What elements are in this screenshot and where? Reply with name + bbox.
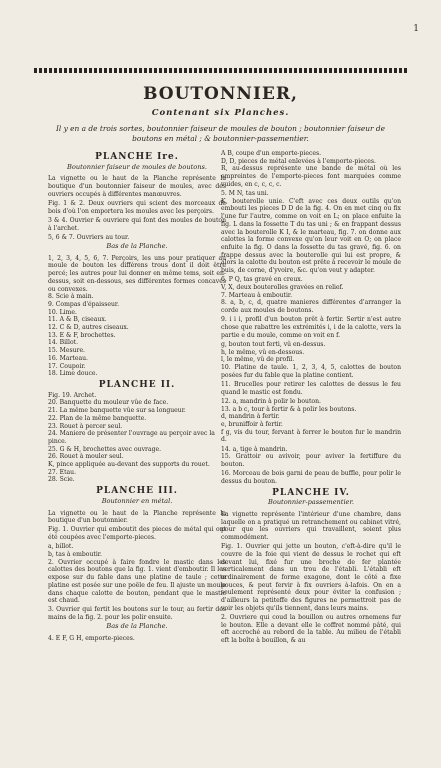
list-item: f g, vis du tour, fervant à ferrer le bouton fur le mandrin d. bbox=[221, 428, 401, 444]
list-item: 15. Grattoir ou avivoir, pour aviver la fertiffure du bouton. bbox=[221, 453, 401, 468]
paragraph: La vignette ou le haut de la Planche représente la boutique d'un boutonnier faiseur de moules, avec des ouvriers occupés à différentes manœuvres. bbox=[48, 175, 226, 198]
paragraph: 5, 6 & 7. Ouvriers au tour. bbox=[48, 233, 130, 241]
paragraph: La vignette représente l'intérieur d'une chambre, dans laquelle on a pratiqué un retranchement ou cabinet vitré, pour que les ouvriers qui travaillent, soient plus commodément. bbox=[221, 510, 401, 542]
ornamental-border bbox=[34, 68, 407, 73]
list-item: 16. Marteau. bbox=[48, 354, 88, 362]
page-number: 1 bbox=[413, 24, 419, 34]
list-item: a, billot. bbox=[48, 543, 74, 551]
list-item: 4. E F, G H, emporte-pieces. bbox=[48, 635, 135, 643]
list-item: 11. Brucelles pour retirer les calottes de dessus le feu quand le mastic est fondu. bbox=[221, 380, 401, 396]
list-item: 27. Etau. bbox=[48, 468, 77, 476]
intro-paragraph: Il y en a de trois sortes, boutonnier faiseur de moules de bouton ; boutonnier faiseur de boutons en métal ; & boutonnier-passementier. bbox=[56, 124, 385, 143]
list-item: b, tas à emboutir. bbox=[48, 551, 102, 559]
list-item: e, bruniffoir à fertir. bbox=[221, 420, 283, 428]
list-item: 11. A & B, ciseaux. bbox=[48, 316, 107, 324]
list-item: 2. Ouvriere qui coud la bouillon ou autres ornemens fur le bouton. Elle a devant elle le coffret nommé pâté, qui eft accroché au rebord de la table. Au milieu de l'établi eft la boîte à bouillon, & au bbox=[221, 614, 401, 645]
list-item: 7. Marteau à emboutir. bbox=[221, 291, 293, 299]
list-item: 6. P Q, tas gravé en creux. bbox=[221, 276, 303, 284]
list-item: 15. Mesure. bbox=[48, 347, 85, 355]
plate-3-bas-heading: Bas de la Planche. bbox=[106, 622, 168, 631]
list-item: g, bouton tout ferti, vû en-dessus. bbox=[221, 340, 326, 348]
paragraph: Fig. 1 & 2. Deux ouvriers qui scient des morceaux de bois d'où l'on emportera les moules avec les perçoirs. bbox=[48, 200, 226, 215]
list-item: 9. i i i, profil d'un bouton prêt à fertir. Sertir n'est autre chose que rabattre les extrémités i, i de la calotte, vers la partie e du moule, comme on voit en f. bbox=[221, 316, 401, 339]
list-item: 21. La même banquette vûe sur sa longueur. bbox=[48, 407, 186, 415]
list-item: 14. a, tige à mandrin. bbox=[221, 445, 288, 453]
list-item: Fig. 19. Archet. bbox=[48, 391, 97, 399]
plate-3-subheading: Boutonnier en métal. bbox=[101, 496, 173, 505]
left-column bbox=[48, 150, 226, 643]
list-item: 1, 2, 3, 4, 5, 6, 7. Perçoirs, les uns pour pratiquer au moule de bouton les différens trous dont il doit être percé; les autres pour lui donner en même tems, soit en-dessus, soit en-dessous, ses différentes formes concaves ou convexes. bbox=[48, 254, 226, 293]
paragraph: 3 & 4. Ouvrier & ouvriere qui font des moules de bouton à l'archet. bbox=[48, 216, 226, 232]
list-item: 8. a, b, c, d, quatre manieres différentes d'arranger la corde aux moules de boutons. bbox=[221, 299, 401, 315]
list-item: D, D, pieces de métal enlevées à l'emporte-pieces. bbox=[221, 157, 376, 165]
list-item: 26. Rouet à mouler seul. bbox=[48, 453, 124, 461]
list-item: 22. Plan de la même banquette. bbox=[48, 414, 147, 422]
page-title: BOUTONNIER, bbox=[143, 84, 298, 104]
list-item: 5. M N, tas uni. bbox=[221, 190, 269, 198]
list-item: 24. Maniere de présenter l'ouvrage au perçoir avec la pince. bbox=[48, 430, 215, 445]
plate-1-heading: PLANCHE Ire. bbox=[95, 152, 179, 162]
list-item: 9. Compas d'épaisseur. bbox=[48, 300, 120, 308]
list-item: R, au-dessus représente une bande de métal où les empreintes de l'emporte-pieces font marquées comme vuides, en c, c, c, c. bbox=[221, 165, 401, 188]
list-item: 12. a, mandrin à polir le bouton. bbox=[221, 397, 321, 405]
list-item: Fig. 1. Ouvrier qui emboutit des pieces de métal qui ont été coupées avec l'emporte-pieces. bbox=[48, 526, 226, 542]
list-item: 17. Coupoir. bbox=[48, 362, 86, 370]
list-item: A B, coupe d'un emporte-pieces. bbox=[221, 150, 322, 157]
page-subtitle: Contenant six Planches. bbox=[151, 108, 290, 118]
plate-4-subheading: Boutonnier-passementier. bbox=[268, 498, 354, 507]
list-item: d, mandrin à fertir. bbox=[221, 413, 280, 421]
list-item: l, le même, vû de profil. bbox=[221, 356, 295, 364]
list-item: 14. Billot. bbox=[48, 339, 79, 347]
list-item: Fig. 1. Ouvrier qui jette un bouton, c'eft-à-dire qu'il le couvre de la foie qui vient de dessus le rochet qui eft devant lui, fixé fur une broche de fer plantée verticalement dans un trou de l'établi. L'établi eft ordinairement de forme exagone, dont le côté a fixe pouces, & peut fervir à fix ouvriers à-lafois. On en a seulement représenté deux pour éviter la confusion ; d'ailleurs la petiteffe des figures ne permettroit pas de voir les objets qu'ils tiennent, dans leurs mains. bbox=[221, 543, 401, 612]
list-item: 16. Morceau de bois garni de peau de buffle, pour polir le dessus du bouton. bbox=[221, 470, 401, 485]
list-item: 2. Ouvrier occupé à faire fondre le mastic dans les calottes des boutons que la fig. 1. vient d'emboutir. Il les expose sur du fable dans une platine de taule ; cette platine est posée sur une poële de feu. Il ajuste un moule dans chaque calotte de bouton, pendant que le mastic est chaud. bbox=[48, 558, 226, 605]
list-item: 18. Lime douce. bbox=[48, 370, 98, 378]
list-item: 10. Platine de taule. 1, 2, 3, 4, 5, calottes de bouton posées fur du fable que la platine contient. bbox=[221, 363, 401, 379]
plate-1-subheading: Boutonnier faiseur de moules de boutons. bbox=[67, 162, 207, 171]
list-item: 20. Banquette du mouleur vûe de face. bbox=[48, 399, 169, 407]
right-column bbox=[221, 150, 401, 646]
list-item: V, X, deux bouterolles gravées en relief. bbox=[221, 283, 344, 291]
list-item: 25. G & H, brochettes avec ouvrage. bbox=[48, 445, 162, 453]
list-item: 3. Ouvrier qui fertit les boutons sur le tour, au fertir des mains de la fig. 2. pour les polir ensuite. bbox=[48, 606, 226, 622]
list-item: 13. a b c, tour à fertir & à polir les boutons. bbox=[221, 405, 357, 413]
plate-3-heading: PLANCHE III. bbox=[96, 486, 178, 497]
list-item: 28. Scie. bbox=[48, 476, 75, 484]
list-item: 13. E & F, brochettes. bbox=[48, 331, 116, 339]
list-item: 12. C & D, autres ciseaux. bbox=[48, 324, 129, 332]
list-item: 10. Lime. bbox=[48, 308, 77, 316]
list-item: K, pince appliquée au-devant des supports du rouet. bbox=[48, 461, 210, 469]
list-item: 23. Rouet à percer seul. bbox=[48, 422, 123, 430]
plate-1-bas-heading: Bas de la Planche. bbox=[106, 242, 168, 251]
list-item: h, le même, vû en-dessous. bbox=[221, 348, 305, 356]
paragraph: La vignette ou le haut de la Planche représente la boutique d'un boutonnier. bbox=[48, 509, 226, 525]
list-item: K, bouterolle unie. C'eft avec ces deux outils qu'on embouti les pieces D D de la fig. 4. On en met cinq ou fix l'une fur l'autre, comme on voit en L; on place enfuite la fig. L dans la fossette T du tas uni ; & en frappant dessus avec la bouterolle K I, & le marteau, fig. 7. on donne aux calottes la forme convexe qu'on leur voit en O; on place enfuite la fig. O dans la fossette du tas gravé, fig. 6. on frappe dessus avec la bouterolle qui lui est propre, & alors la calotte du bouton est prête à recevoir le moule de buis, de corne, d'yvoire, &c. qu'on veut y adapter. bbox=[221, 197, 401, 275]
list-item: 8. Scie à main. bbox=[48, 293, 94, 301]
plate-2-heading: PLANCHE II. bbox=[98, 379, 176, 390]
plate-4-heading: PLANCHE IV. bbox=[272, 487, 350, 498]
